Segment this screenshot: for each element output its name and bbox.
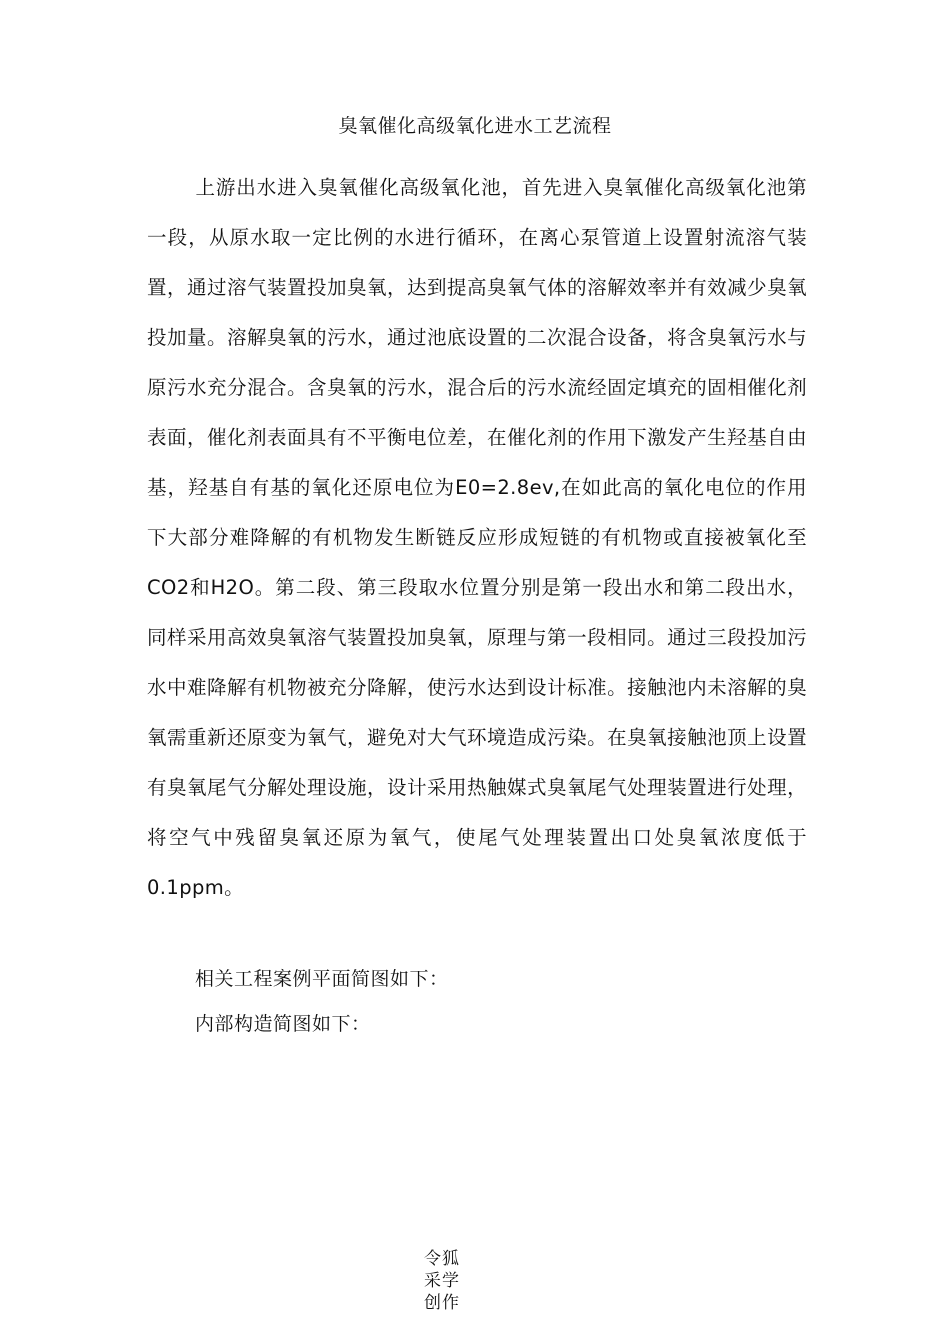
internal-diagram-note: 内部构造简图如下： — [195, 1013, 371, 1035]
document-title: 臭氧催化高级氧化进水工艺流程 — [338, 115, 612, 137]
plan-diagram-note: 相关工程案例平面简图如下： — [195, 968, 449, 990]
paragraph-text: 上游出水进入臭氧催化高级氧化池，首先进入臭氧催化高级氧化池第一段，从原水取一定比例的水进行循环，在离心泵管道上设置射流溶气装置，通过溶气装置投加臭氧，达到提高臭氧气体的溶解效率并有效减少臭氧投加量。溶解臭氧的污水，通过池底设置的二次混合设备，将含臭氧污水与原污水充分混合。含臭氧的污水，混合后的污水流经固定填充的固相催化剂表面，催化剂表面具有不平衡电位差，在催化剂的作用下激发产生羟基自由基，羟基自有基的氧化还原电位为E0=2.8ev,在如此高的氧化电位的作用下大部分难降解的有机物发生断链反应形成短链的有机物或直接被氧化至CO2和H2O。第二段、第三段取水位置分别是第一段出水和第二段出水，同样采用高效臭氧溶气装置投加臭氧，原理与第一段相同。通过三段投加污水中难降解有机物被充分降解，使污水达到设计标准。接触池内未溶解的臭氧需重新还原变为氧气，避免对大气环境造成污染。在臭氧接触池顶上设置有臭氧尾气分解处理设施，设计采用热触媒式臭氧尾气处理装置进行处理，将空气中残留臭氧还原为氧气，使尾气处理装置出口处臭氧浓度低于0.1ppm。 — [147, 176, 807, 899]
body-paragraph — [147, 163, 807, 913]
footer-watermark: 令狐采学创作 — [424, 1249, 460, 1313]
